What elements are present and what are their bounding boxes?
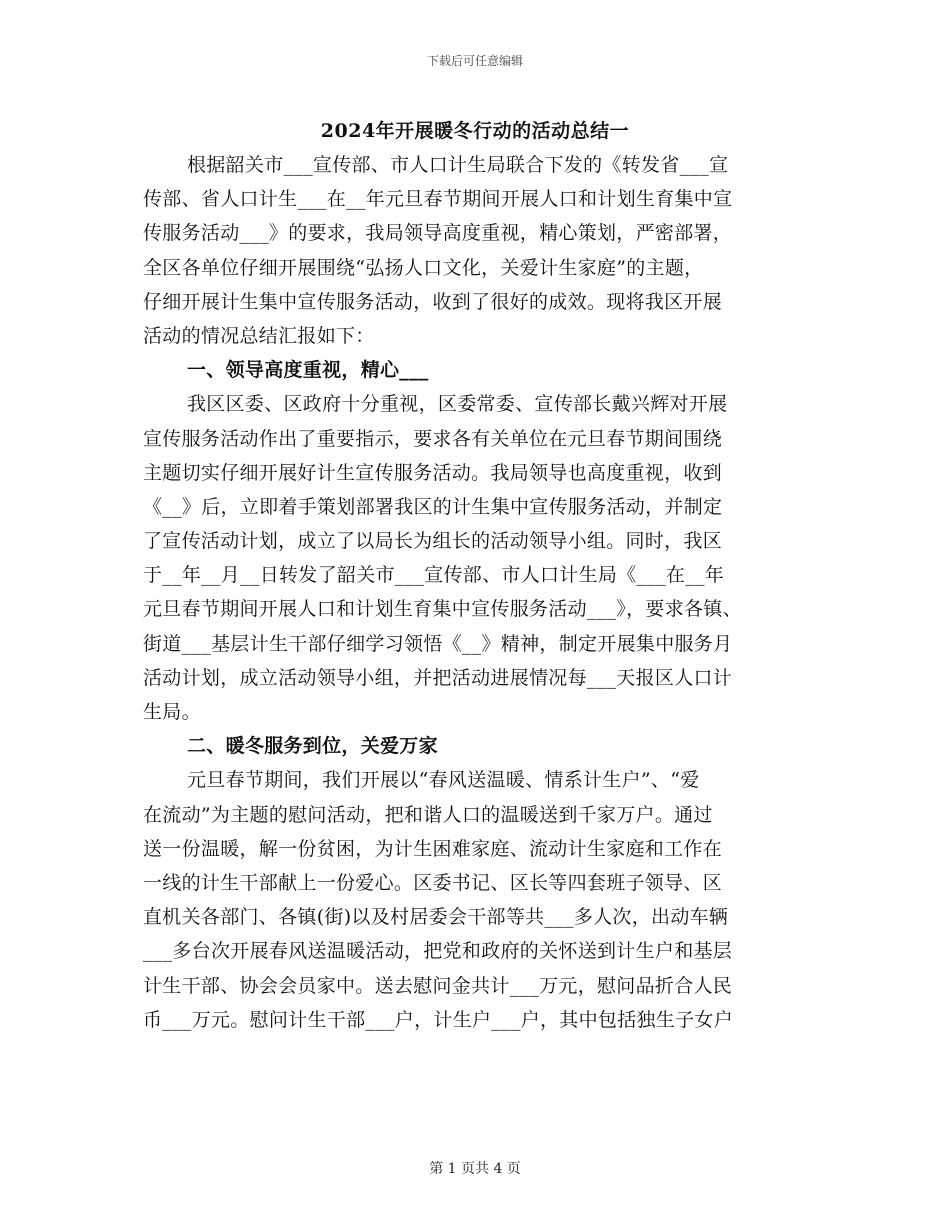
paragraph-line: 宣传服务活动作出了重要指示，要求各有关单位在元旦春节期间围绕 xyxy=(143,427,723,450)
paragraph-line: 生局。 xyxy=(143,701,201,723)
paragraph-line: 我区区委、区政府十分重视，区委常委、宣传部长戴兴辉对开展 xyxy=(187,393,728,416)
document-title: 2024年开展暖冬行动的活动总结一 xyxy=(320,120,630,142)
paragraph-line: ___多台次开展春风送温暖活动，把党和政府的关怀送到计生户和基层 xyxy=(143,940,733,963)
paragraph-line: 一线的计生干部献上一份爱心。区委书记、区长等四套班子领导、区 xyxy=(143,871,723,894)
paragraph-line: 《__》后，立即着手策划部署我区的计生集中宣传服务活动，并制定 xyxy=(143,495,723,518)
paragraph-line: 元旦春节期间，我们开展以“春风送温暖、情系计生户”、“爱 xyxy=(187,769,700,792)
paragraph-line: 活动的情况总结汇报如下： xyxy=(143,324,375,347)
paragraph-line: 根据韶关市___宣传部、市人口计生局联合下发的《转发省___宣 xyxy=(187,154,729,176)
paragraph-line: 直机关各部门、各镇(街)以及村居委会干部等共___多人次，出动车辆 xyxy=(143,906,729,929)
page-number: 第 1 页共 4 页 xyxy=(429,1161,521,1177)
paragraph-line: 了宣传活动计划，成立了以局长为组长的活动领导小组。同时，我区 xyxy=(143,530,723,553)
paragraph-line: 活动计划，成立活动领导小组，并把活动进展情况每___天报区人口计 xyxy=(143,666,733,689)
paragraph-line: 仔细开展计生集中宣传服务活动，收到了很好的成效。现将我区开展 xyxy=(143,290,723,313)
page-header-note: 下载后可任意编辑 xyxy=(426,54,523,68)
section-heading: 二、暖冬服务到位，关爱万家 xyxy=(187,735,438,758)
paragraph-line: 主题切实仔细开展好计生宣传服务活动。我局领导也高度重视，收到 xyxy=(143,461,723,484)
document-body xyxy=(143,148,823,1037)
paragraph-line: 全区各单位仔细开展围绕“弘扬人口文化，关爱计生家庭”的主题， xyxy=(143,256,704,279)
paragraph-line: 送一份温暖，解一份贫困，为计生困难家庭、流动计生家庭和工作在 xyxy=(143,837,723,860)
paragraph-line: 街道___基层计生干部仔细学习领悟《__》精神，制定开展集中服务月 xyxy=(143,632,733,655)
paragraph-line: 传部、省人口计生___在__年元旦春节期间开展人口和计划生育集中宣 xyxy=(143,188,733,211)
paragraph-line: 在流动”为主题的慰问活动，把和谐人口的温暖送到千家万户。通过 xyxy=(143,803,713,826)
paragraph-line: 于__年__月__日转发了韶关市___宣传部、市人口计生局《___在__年 xyxy=(143,564,725,587)
paragraph-line: 传服务活动___》的要求，我局领导高度重视，精心策划，严密部署， xyxy=(143,222,733,245)
paragraph-line: 计生干部、协会会员家中。送去慰问金共计___万元，慰问品折合人民 xyxy=(143,974,733,997)
paragraph-line: 元旦春节期间开展人口和计划生育集中宣传服务活动___》，要求各镇、 xyxy=(143,598,742,621)
paragraph-line: 币___万元。慰问计生干部___户，计生户___户，其中包括独生子女户 xyxy=(143,1008,734,1031)
section-heading: 一、领导高度重视，精心___ xyxy=(187,359,429,382)
